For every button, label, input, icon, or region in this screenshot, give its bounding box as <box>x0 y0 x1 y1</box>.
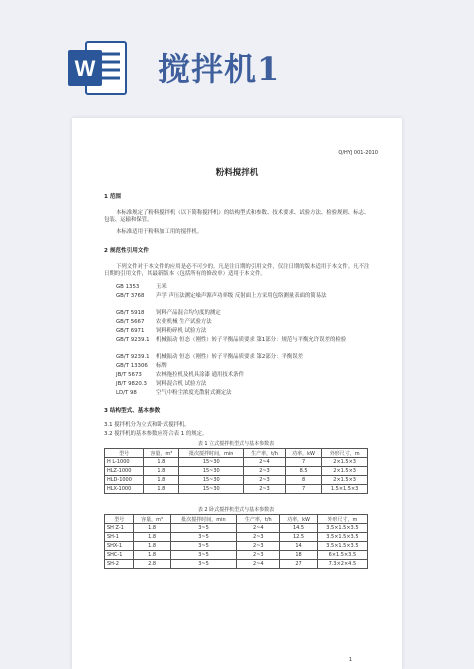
reference-item: GB/T 6971 饲料粉碎机 试验方法 <box>116 328 207 334</box>
table-header-cell: 生产率，t/h <box>237 515 280 524</box>
table-header-cell: 功率，kW <box>285 449 321 458</box>
reference-item: GB/T 9239.1 机械振动 恒态（刚性）转子平衡品质要求 第2部分：平衡误差 <box>116 354 304 360</box>
table-1 <box>104 448 368 494</box>
table-cell: 7 <box>285 485 321 494</box>
reference-item: GB 1353 玉米 <box>116 284 167 290</box>
table-cell: 3~5 <box>170 533 237 542</box>
table-cell: SHX-1 <box>105 542 134 551</box>
table-header-cell: 功率，kW <box>280 515 318 524</box>
table-cell: 3.5×1.5×3.5 <box>317 533 367 542</box>
table-cell: 1.8 <box>144 467 179 476</box>
table-cell: HLZ-1000 <box>105 467 144 476</box>
table-cell: 1.8 <box>134 551 170 560</box>
table-cell: SH-1 <box>105 533 134 542</box>
reference-item: LD/T 98 空气中粉尘浓度光散射式测定法 <box>116 390 232 396</box>
table-cell: 6×1.5×3.5 <box>317 551 367 560</box>
table-cell: 15~30 <box>179 467 244 476</box>
table-cell: 8 <box>285 476 321 485</box>
reference-item: GB/T 5667 农业机械 生产试验方法 <box>116 319 212 325</box>
section-1-heading: 1 范围 <box>104 194 122 200</box>
table-cell: 2~3 <box>237 551 280 560</box>
table-header-cell: 批次搅拌时间，min <box>170 515 237 524</box>
table-cell: 2~3 <box>237 533 280 542</box>
table-header-row <box>105 515 368 524</box>
page-number: 1 <box>348 657 352 663</box>
table-cell: 2~3 <box>244 476 286 485</box>
table-cell: SH-2 <box>105 560 134 569</box>
table-cell: 1.5×1.5×3 <box>322 485 368 494</box>
reference-item: JB/T 9820.3 饲料混合机 试验方法 <box>116 381 207 387</box>
table-row <box>105 542 368 551</box>
table-cell: 3~5 <box>170 542 237 551</box>
table-row <box>105 524 368 533</box>
table-cell: 2×1.5×3 <box>322 467 368 476</box>
section-2-intro: 下列文件对于本文件的应用是必不可少的。凡是注日期的引用文件，仅注日期的版本适用于本文件。凡不注日期的引用文件，其最新版本（包括所有的修改单）适用于本文件。 <box>104 264 370 277</box>
table-header-cell: 型号 <box>105 515 134 524</box>
table-cell: SH Z-1 <box>105 524 134 533</box>
table-cell: 2~4 <box>244 458 286 467</box>
table-cell: 1.8 <box>144 476 179 485</box>
table-cell: 3.5×1.5×3.5 <box>317 524 367 533</box>
table-cell: 3~5 <box>170 551 237 560</box>
table-cell: 1.8 <box>134 542 170 551</box>
table-cell: 1.8 <box>134 533 170 542</box>
table-cell: 7 <box>285 458 321 467</box>
page-title: 搅拌机1 <box>158 50 281 88</box>
table-row <box>105 485 368 494</box>
table-header-row <box>105 449 368 458</box>
section-1-paragraph: 本标准规定了粉料搅拌机（以下简称搅拌机）的结构型式和参数、技术要求、试验方法、检验规则、标志、包装、运输和保管。 <box>104 210 370 223</box>
table-row <box>105 551 368 560</box>
table-cell: 15~30 <box>179 458 244 467</box>
section-1-paragraph: 本标准适用于粉料加工用的搅拌机。 <box>116 229 203 235</box>
table-cell: 2~4 <box>237 560 280 569</box>
table-header-cell: 生产率，t/h <box>244 449 286 458</box>
table-cell: HLX-1000 <box>105 485 144 494</box>
table-cell: 2×1.5×3 <box>322 458 368 467</box>
table-cell: 2×1.5×3 <box>322 476 368 485</box>
table-cell: H L-1000 <box>105 458 144 467</box>
word-document-icon <box>66 38 130 98</box>
table-row <box>105 533 368 542</box>
table-cell: 2~3 <box>244 485 286 494</box>
table-cell: 15~30 <box>179 476 244 485</box>
table-cell: 3~5 <box>170 560 237 569</box>
word-icon-letter: W <box>74 56 96 81</box>
table-cell: 1.8 <box>144 458 179 467</box>
table-header-cell: 外形尺寸，m <box>322 449 368 458</box>
section-3-heading: 3 结构型式、基本参数 <box>104 408 161 414</box>
table-cell: 14 <box>280 542 318 551</box>
table-cell: 1.8 <box>134 524 170 533</box>
table-cell: 3~5 <box>170 524 237 533</box>
header <box>0 0 474 120</box>
table-cell: 8.5 <box>285 467 321 476</box>
table-cell: 7.3×2×4.5 <box>317 560 367 569</box>
table-row <box>105 476 368 485</box>
table-header-cell: 外形尺寸，m <box>317 515 367 524</box>
table-cell: 27 <box>280 560 318 569</box>
table-1-caption: 表 1 立式搅拌机型式与基本参数表 <box>197 441 275 447</box>
table-cell: 18 <box>280 551 318 560</box>
table-header-cell: 批次搅拌时间，min <box>179 449 244 458</box>
table-2 <box>104 514 368 569</box>
table-row <box>105 560 368 569</box>
reference-item: GB/T 5918 饲料产品混合均匀度的测定 <box>116 310 221 316</box>
table-cell: 2.8 <box>134 560 170 569</box>
table-2-caption: 表 2 卧式搅拌机型式与基本参数表 <box>197 507 275 513</box>
document-id: Q/HYJ 001-2010 <box>338 150 378 156</box>
section-3-paragraph: 3.1 搅拌机分为立式和卧式搅拌机。 <box>104 422 190 428</box>
section-2-heading: 2 规范性引用文件 <box>104 248 149 254</box>
table-cell: 12.5 <box>280 533 318 542</box>
table-row <box>105 458 368 467</box>
table-cell: 1.8 <box>144 485 179 494</box>
table-cell: 14.5 <box>280 524 318 533</box>
table-cell: SHC-1 <box>105 551 134 560</box>
document-title: 粉料搅拌机 <box>215 168 259 178</box>
table-cell: 15~30 <box>179 485 244 494</box>
table-header-cell: 容量，m³ <box>134 515 170 524</box>
document-page <box>72 118 402 669</box>
table-cell: 2~3 <box>244 467 286 476</box>
table-row <box>105 467 368 476</box>
table-cell: 3.5×1.5×3.5 <box>317 542 367 551</box>
reference-item: JB/T 5673 农林拖拉机及机具涂漆 通用技术条件 <box>116 372 244 378</box>
reference-item: GB/T 9239.1 机械振动 恒态（刚性）转子平衡品质要求 第1部分：规范与平衡允许误差的检验 <box>116 337 347 343</box>
table-header-cell: 容量，m³ <box>144 449 179 458</box>
section-3-paragraph: 3.2 搅拌机的基本参数应符合表 1 的规定。 <box>104 431 208 437</box>
reference-item: GB/T 13306 标牌 <box>116 363 167 369</box>
table-cell: HLD-1000 <box>105 476 144 485</box>
reference-item: GB/T 3768 声学 声压法测定噪声源声功率级 反射面上方采用包络测量表面的简易法 <box>116 293 327 299</box>
table-header-cell: 型号 <box>105 449 144 458</box>
table-cell: 2~3 <box>237 542 280 551</box>
table-cell: 2~4 <box>237 524 280 533</box>
